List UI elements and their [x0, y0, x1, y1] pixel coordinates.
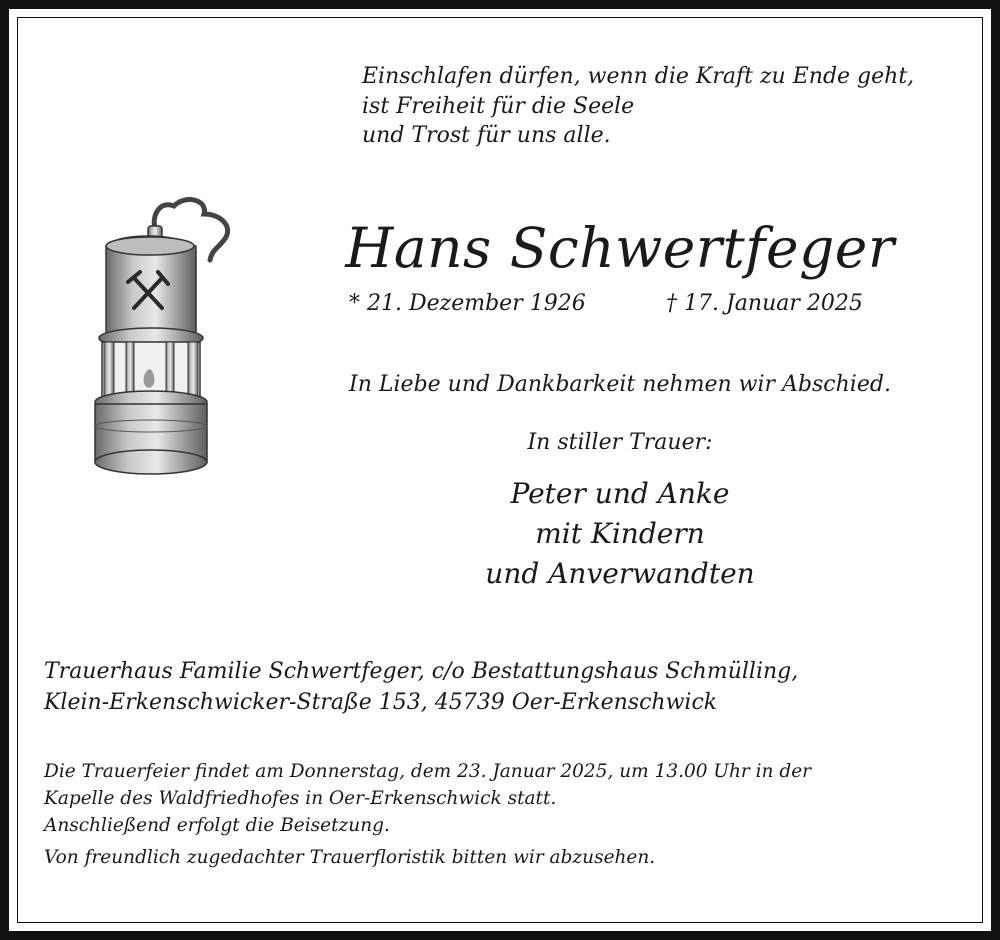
address-line: Klein-Erkenschwicker-Straße 153, 45739 Oer-Erkenschwick: [44, 690, 718, 715]
mourner-line: Peter und Anke: [510, 477, 730, 510]
motto-line: Einschlafen dürfen, wenn die Kraft zu Ende geht,: [362, 64, 915, 89]
birth-date: * 21. Dezember 1926: [349, 291, 586, 316]
ceremony-line: Kapelle des Waldfriedhofes in Oer-Erkenschwick statt.: [44, 788, 557, 809]
address-line: Trauerhaus Familie Schwertfeger, c/o Bestattungshaus Schmülling,: [44, 659, 799, 684]
mourner-line: und Anverwandten: [485, 557, 755, 590]
death-date: † 17. Januar 2025: [666, 291, 863, 316]
mourners-list: [485, 474, 754, 594]
flowers-note: Von freundlich zugedachter Trauerfloristik bitten wir abzusehen.: [44, 847, 656, 868]
ceremony-notice: [44, 758, 811, 839]
motto-verse: [362, 62, 914, 151]
mourner-line: mit Kindern: [535, 517, 705, 550]
ceremony-line: Die Trauerfeier findet am Donnerstag, dem 23. Januar 2025, um 13.00 Uhr in der: [44, 761, 811, 782]
mourning-heading: In stiller Trauer:: [527, 430, 713, 455]
motto-line: und Trost für uns alle.: [362, 123, 611, 148]
motto-line: ist Freiheit für die Seele: [362, 93, 635, 119]
farewell-line: In Liebe und Dankbarkeit nehmen wir Abschied.: [349, 372, 891, 397]
mourning-house-address: [44, 656, 798, 718]
ceremony-line: Anschließend erfolgt die Beisetzung.: [44, 815, 390, 836]
deceased-name: Hans Schwertfeger: [345, 216, 895, 280]
